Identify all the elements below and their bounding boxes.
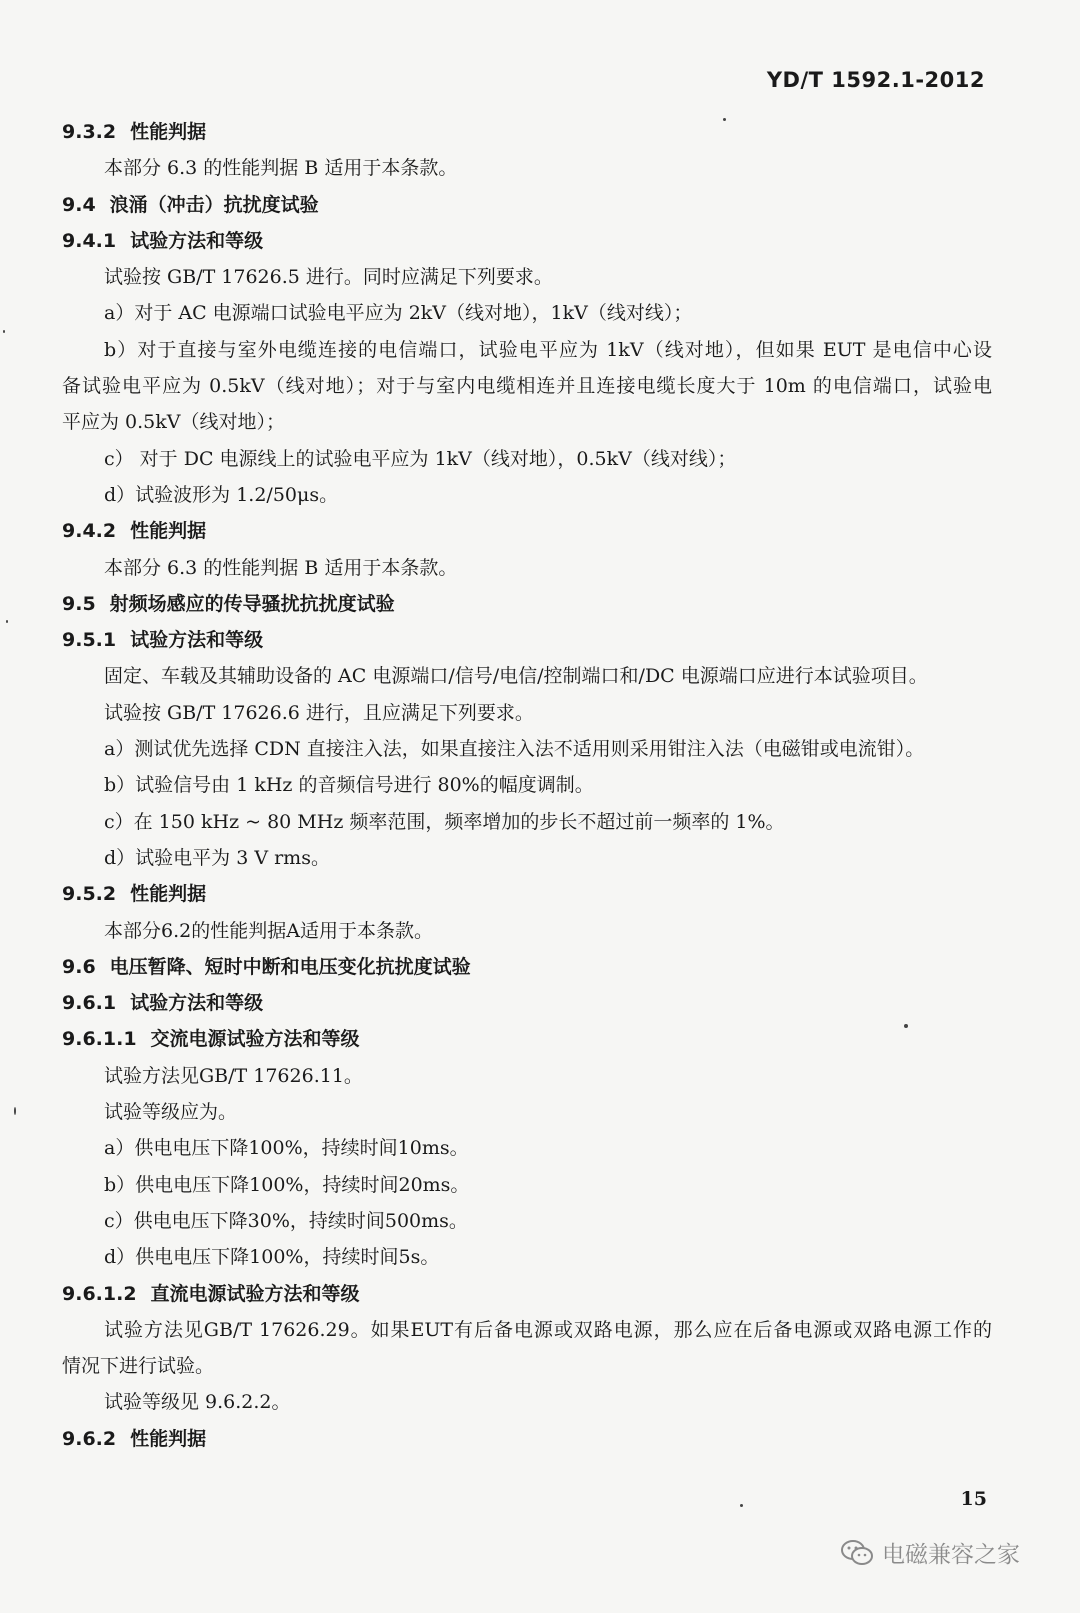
section-heading — [62, 513, 992, 549]
section-title: 性能判据 — [130, 1427, 207, 1450]
paragraph-line: c） 对于 DC 电源线上的试验电平应为 1kV（线对地），0.5kV（线对线）； — [104, 447, 737, 470]
section-title: 射频场感应的传导骚扰抗扰度试验 — [109, 592, 395, 615]
paragraph-line: 固定、车载及其辅助设备的 AC 电源端口/信号/电信/控制端口和/DC 电源端口应进行本试验项目。 — [104, 665, 928, 688]
paragraph-continuation: 平应为 0.5kV（线对地）； — [62, 411, 285, 434]
watermark-text: 电磁兼容之家 — [882, 1542, 1020, 1568]
section-heading — [62, 1276, 992, 1312]
section-title: 试验方法和等级 — [130, 992, 264, 1015]
paragraph-line: d）供电电压下降100%，持续时间5s。 — [104, 1246, 440, 1269]
paragraph-continuation: 情况下进行试验。 — [62, 1355, 215, 1378]
paragraph-line: b）对于直接与室外电缆连接的电信端口，试验电平应为 1kV（线对地），但如果 EUT 是电信中心设 — [104, 338, 992, 361]
section-heading — [62, 1021, 992, 1057]
section-number: 9.6.2 — [62, 1427, 117, 1450]
section-number: 9.5 — [62, 592, 96, 615]
document-id-header: YD/T 1592.1-2012 — [766, 68, 985, 92]
paragraph-line: d）试验波形为 1.2/50μs。 — [104, 483, 339, 506]
scan-speck — [6, 620, 8, 623]
paragraph-line: c）供电电压下降30%，持续时间500ms。 — [104, 1209, 468, 1232]
section-number: 9.5.1 — [62, 629, 117, 652]
paragraph-line: 试验按 GB/T 17626.5 进行。同时应满足下列要求。 — [104, 266, 553, 289]
paragraph-line: 试验方法见GB/T 17626.11。 — [104, 1064, 363, 1087]
section-heading — [62, 223, 992, 259]
paragraph-line: a）测试优先选择 CDN 直接注入法，如果直接注入法不适用则采用钳注入法（电磁钳或电流钳）。 — [104, 738, 925, 761]
section-number: 9.5.2 — [62, 883, 117, 906]
paragraph-line: a）供电电压下降100%，持续时间10ms。 — [104, 1137, 469, 1160]
section-number: 9.6.1 — [62, 992, 117, 1015]
paragraph-line: 本部分6.2的性能判据A适用于本条款。 — [104, 919, 433, 942]
section-title: 试验方法和等级 — [130, 629, 264, 652]
paragraph-line: d）试验电平为 3 V rms。 — [104, 846, 330, 869]
section-number: 9.6.1.2 — [62, 1282, 137, 1305]
paragraph-line: 试验方法见GB/T 17626.29。如果EUT有后备电源或双路电源，那么应在后备电源或双路电源工作的 — [104, 1318, 992, 1341]
scan-speck — [3, 330, 5, 333]
wechat-icon — [840, 1539, 874, 1567]
section-heading — [62, 187, 992, 223]
document-body — [62, 114, 992, 1457]
paragraph-continuation: 备试验电平应为 0.5kV（线对地）；对于与室内电缆相连并且连接电缆长度大于 10m 的电信端口，试验电 — [62, 375, 992, 398]
scan-speck — [740, 1504, 743, 1507]
paragraph-line: 试验按 GB/T 17626.6 进行，且应满足下列要求。 — [104, 701, 534, 724]
paragraph-line: 本部分 6.3 的性能判据 B 适用于本条款。 — [104, 556, 458, 579]
scan-speck — [904, 1024, 908, 1028]
page-number: 15 — [960, 1488, 987, 1510]
section-heading — [62, 622, 992, 658]
paragraph-line: c）在 150 kHz ~ 80 MHz 频率范围，频率增加的步长不超过前一频率的 1%。 — [104, 810, 785, 833]
section-title: 试验方法和等级 — [130, 229, 264, 252]
section-title: 浪涌（冲击）抗扰度试验 — [109, 193, 319, 216]
paragraph-line: b）供电电压下降100%，持续时间20ms。 — [104, 1173, 470, 1196]
section-heading — [62, 1421, 992, 1457]
section-title: 交流电源试验方法和等级 — [150, 1028, 360, 1051]
section-heading — [62, 586, 992, 622]
section-title: 直流电源试验方法和等级 — [150, 1282, 360, 1305]
paragraph-line: 试验等级见 9.6.2.2。 — [104, 1391, 291, 1414]
section-number: 9.4.1 — [62, 229, 117, 252]
scan-speck — [723, 118, 726, 121]
section-number: 9.6 — [62, 955, 96, 978]
section-heading — [62, 114, 992, 150]
section-title: 性能判据 — [130, 121, 207, 143]
section-number: 9.3.2 — [62, 121, 117, 143]
paragraph-line: b）试验信号由 1 kHz 的音频信号进行 80%的幅度调制。 — [104, 774, 594, 797]
section-number: 9.4.2 — [62, 520, 117, 543]
section-heading — [62, 985, 992, 1021]
watermark — [840, 1536, 1020, 1569]
section-title: 性能判据 — [130, 520, 207, 543]
paragraph-line: 试验等级应为。 — [104, 1101, 238, 1124]
paragraph-line: a）对于 AC 电源端口试验电平应为 2kV（线对地），1kV（线对线）； — [104, 302, 693, 325]
scan-speck — [14, 1107, 16, 1115]
section-number: 9.6.1.1 — [62, 1028, 137, 1051]
section-title: 电压暂降、短时中断和电压变化抗扰度试验 — [109, 955, 471, 978]
paragraph-line: 本部分 6.3 的性能判据 B 适用于本条款。 — [104, 157, 458, 180]
section-number: 9.4 — [62, 193, 96, 216]
section-heading — [62, 876, 992, 912]
section-heading — [62, 949, 992, 985]
section-title: 性能判据 — [130, 883, 207, 906]
